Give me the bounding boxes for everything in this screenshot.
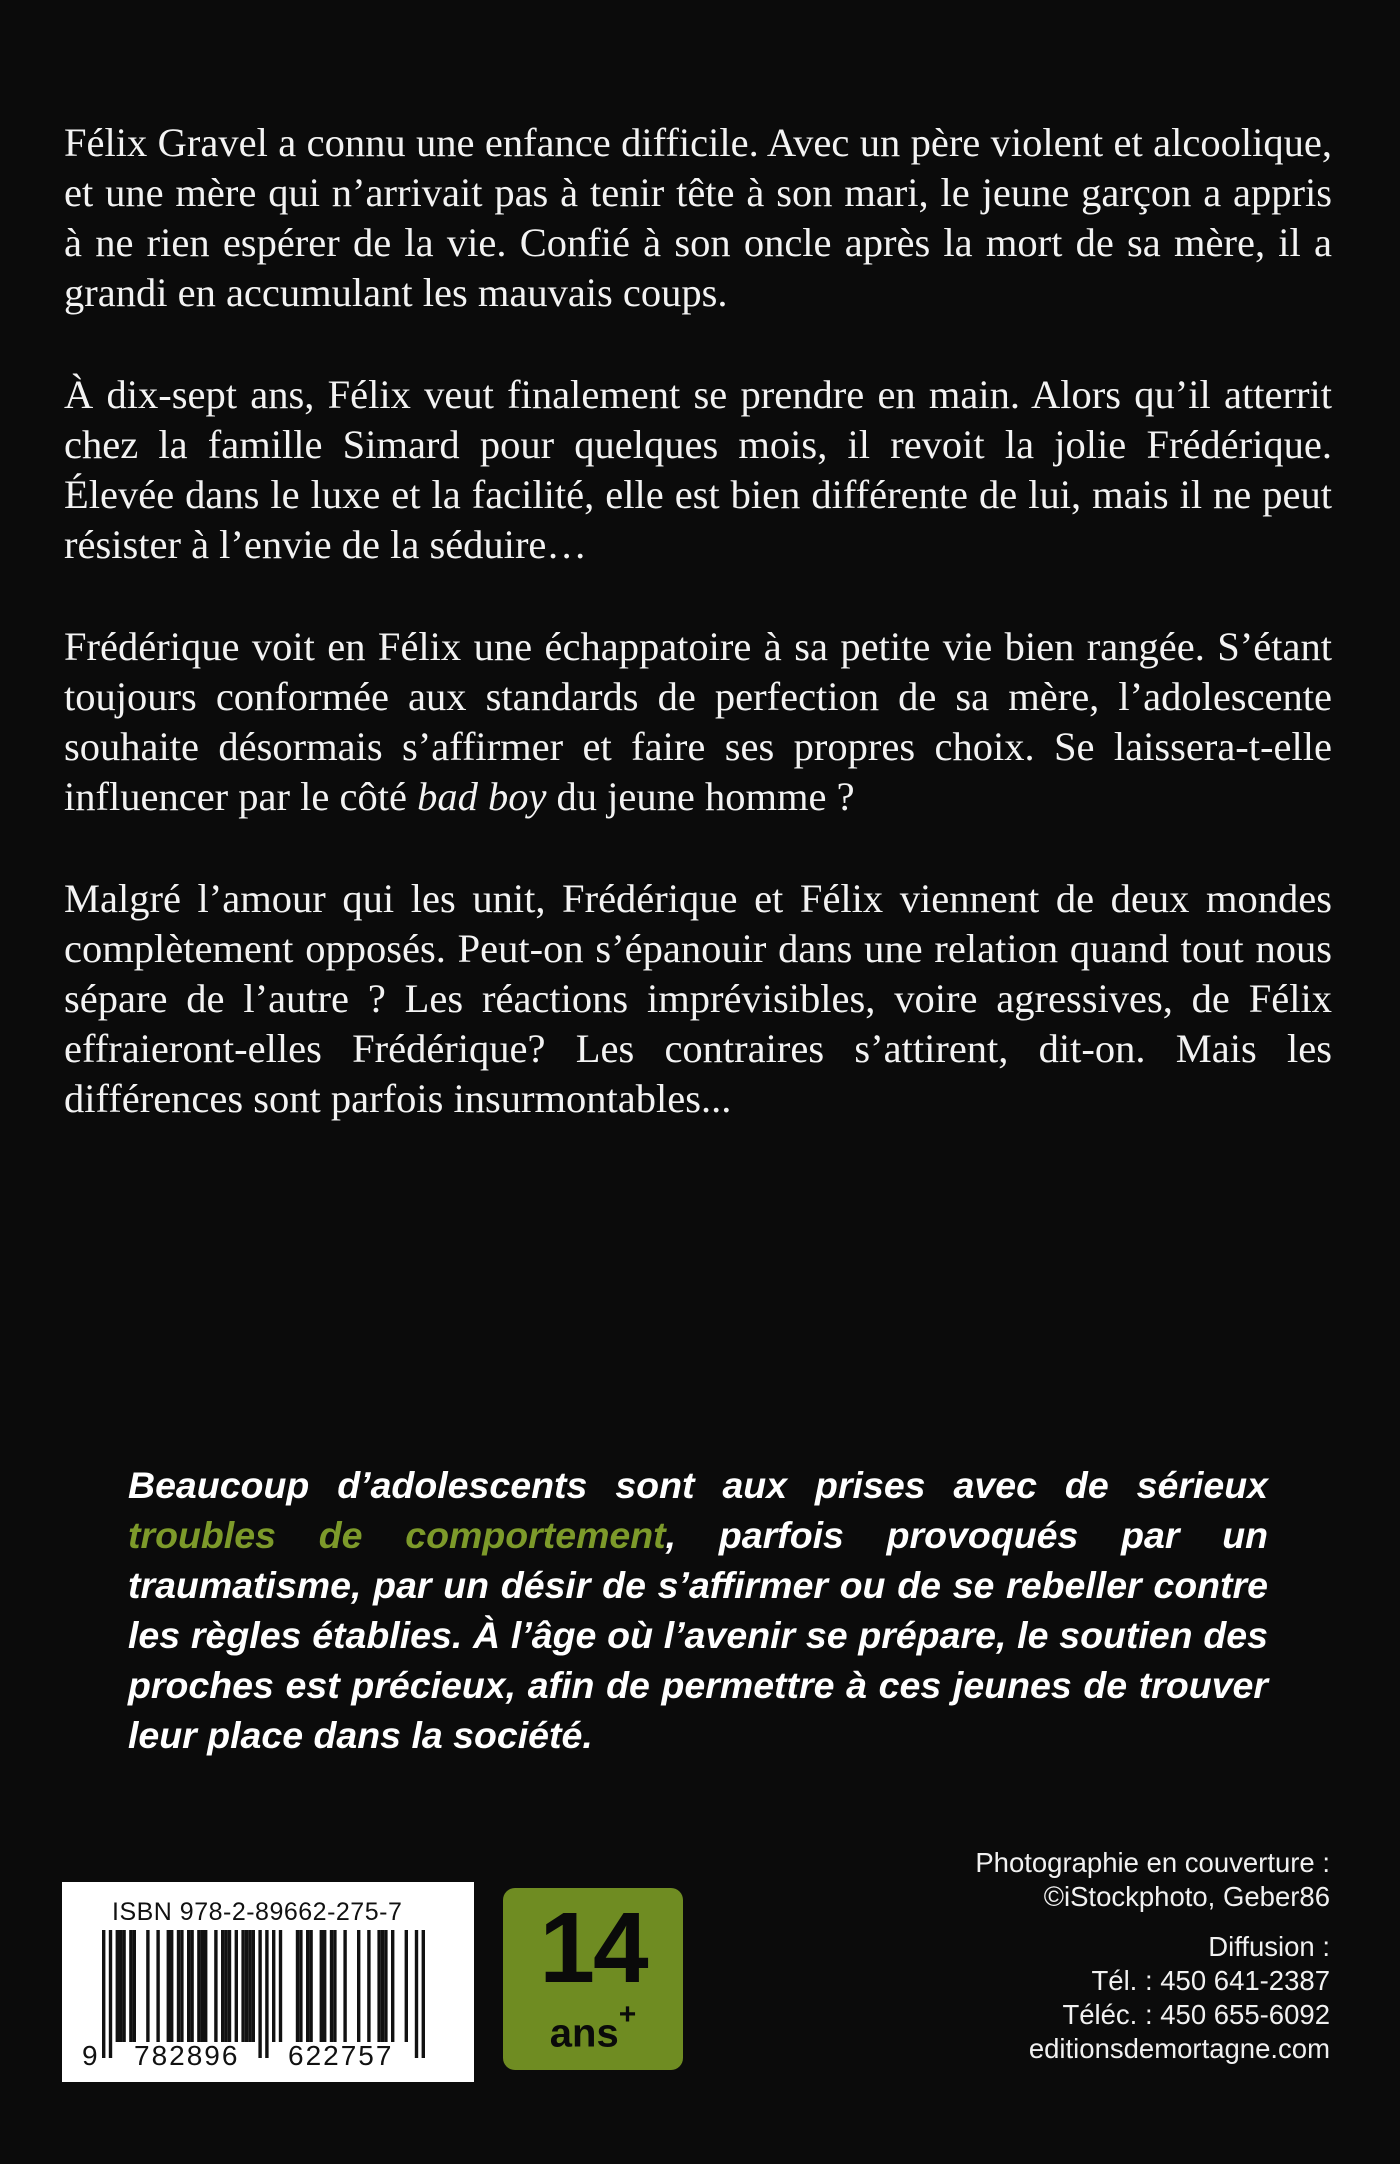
barcode-bar bbox=[309, 1930, 312, 2042]
barcode-bar bbox=[320, 1930, 323, 2042]
isbn-barcode bbox=[62, 1882, 474, 2082]
barcode-digits-right: 622757 bbox=[288, 2040, 394, 2071]
barcode-bar bbox=[391, 1930, 394, 2042]
publisher-website: editionsdemortagne.com bbox=[1028, 2033, 1330, 2064]
tagline-highlight: troubles de comportement bbox=[128, 1514, 666, 1556]
barcode-bar bbox=[187, 1930, 190, 2042]
barcode-digits bbox=[62, 2040, 474, 2072]
photo-credit: ©iStockphoto, Geber86 bbox=[1043, 1881, 1330, 1912]
synopsis bbox=[64, 118, 1332, 1176]
age-rating-unit-text: ans bbox=[549, 2011, 619, 2056]
barcode-bar bbox=[367, 1930, 370, 2042]
synopsis-paragraph-3 bbox=[64, 622, 1332, 822]
barcode-bar bbox=[248, 1930, 251, 2042]
barcode-bar bbox=[279, 1930, 282, 2042]
barcode-bar bbox=[167, 1930, 170, 2042]
phone-number: Tél. : 450 641-2387 bbox=[1091, 1965, 1330, 1996]
barcode-bar bbox=[258, 1930, 261, 2058]
credits bbox=[810, 1846, 1330, 2066]
barcode-bar bbox=[245, 1930, 248, 2042]
barcode-bar bbox=[214, 1930, 217, 2042]
credits-spacer bbox=[810, 1914, 1330, 1930]
barcode-bar bbox=[405, 1930, 408, 2042]
synopsis-paragraph-4: Malgré l’amour qui les unit, Frédérique et Félix viennent de deux mondes complètement opposés. Peut-on s’épanouir dans une relation quand tout nous sépare de l’autre ? Les réactions imprévisibles, voire agressives, de Félix effraieront-elles Frédérique? Les contraires s’attirent, dit-on. Mais les différences sont parfois insurmontables... bbox=[64, 876, 1332, 1121]
barcode-bar bbox=[299, 1930, 302, 2042]
tagline-text: Beaucoup d’adolescents sont aux prises avec de sérieux bbox=[128, 1464, 1268, 1506]
age-rating-badge bbox=[503, 1888, 683, 2070]
barcode-bar bbox=[197, 1930, 200, 2042]
barcode-bar bbox=[422, 1930, 425, 2058]
barcode-bar bbox=[306, 1930, 309, 2042]
barcode-bar bbox=[415, 1930, 418, 2058]
barcode-bar bbox=[190, 1930, 193, 2042]
tagline bbox=[128, 1460, 1268, 1760]
barcode-bar bbox=[228, 1930, 231, 2042]
barcode-bar bbox=[156, 1930, 159, 2042]
barcode-bar bbox=[129, 1930, 132, 2042]
tagline-text-end: , parfois provoqués par un traumatisme, par un désir de s’affirmer ou de se rebeller contre les règles établies. À l’âge où l’avenir se prépare, le soutien des proches est précieux, afin de permettre à ces jeunes de trouver leur place dans la société. bbox=[128, 1514, 1269, 1756]
diffusion-label: Diffusion : bbox=[1208, 1931, 1330, 1962]
fax-number: Téléc. : 450 655-6092 bbox=[1062, 1999, 1330, 2030]
barcode-bar bbox=[235, 1930, 238, 2042]
barcode-bar bbox=[180, 1930, 183, 2042]
barcode-digits-left: 782896 bbox=[134, 2040, 240, 2071]
barcode-bar bbox=[265, 1930, 268, 2058]
barcode-bar bbox=[323, 1930, 326, 2042]
barcode-bar bbox=[122, 1930, 125, 2042]
synopsis-paragraph-3-text: Frédérique voit en Félix une échappatoire à sa petite vie bien rangée. S’étant toujours conformée aux standards de perfection de sa mère, l’adolescente souhaite désormais s’affirmer et faire ses propres choix. Se laissera-t-elle influencer par le côté bbox=[64, 624, 1332, 819]
barcode-bar bbox=[296, 1930, 299, 2042]
barcode-bar bbox=[241, 1930, 244, 2042]
barcode-bar bbox=[252, 1930, 255, 2042]
barcode-bar bbox=[119, 1930, 122, 2042]
synopsis-paragraph-3-end: du jeune homme ? bbox=[546, 774, 855, 819]
synopsis-paragraph-1: Félix Gravel a connu une enfance difficile. Avec un père violent et alcoolique, et une mère qui n’arrivait pas à tenir tête à son mari, le jeune garçon a appris à ne rien espérer de la vie. Confié à son oncle après la mort de sa mère, il a grandi en accumulant les mauvais coups. bbox=[64, 120, 1332, 315]
photo-credit-label: Photographie en couverture : bbox=[975, 1847, 1330, 1878]
barcode-bar bbox=[102, 1930, 105, 2058]
age-rating-unit bbox=[503, 2000, 683, 2056]
barcode-bar bbox=[381, 1930, 384, 2042]
barcode-digit-first: 9 bbox=[82, 2040, 98, 2071]
synopsis-paragraph-2: À dix-sept ans, Félix veut finalement se prendre en main. Alors qu’il atterrit chez la famille Simard pour quelques mois, il revoit la jolie Frédérique. Élevée dans le luxe et la facilité, elle est bien différente de lui, mais il ne peut résister à l’envie de la séduire… bbox=[64, 372, 1332, 567]
barcode-bar bbox=[204, 1930, 207, 2042]
barcode-bar bbox=[357, 1930, 360, 2042]
barcode-bar bbox=[146, 1930, 149, 2042]
barcode-bar bbox=[170, 1930, 173, 2042]
barcode-bar bbox=[133, 1930, 136, 2042]
barcode-bar bbox=[384, 1930, 387, 2042]
barcode-bar bbox=[272, 1930, 275, 2042]
bad-boy-italic: bad boy bbox=[417, 774, 547, 819]
barcode-bar bbox=[221, 1930, 224, 2042]
age-rating-plus: + bbox=[618, 1998, 637, 2031]
isbn-label: ISBN 978-2-89662-275-7 bbox=[112, 1898, 403, 1926]
barcode-bar bbox=[109, 1930, 112, 2058]
barcode-bar bbox=[116, 1930, 119, 2042]
barcode-bar bbox=[224, 1930, 227, 2042]
barcode-bar bbox=[330, 1930, 333, 2042]
barcode-bar bbox=[343, 1930, 346, 2042]
barcode-bar bbox=[333, 1930, 336, 2042]
age-rating-number: 14 bbox=[539, 1892, 647, 2004]
barcode-bar bbox=[201, 1930, 204, 2042]
barcode-bar bbox=[377, 1930, 380, 2042]
barcode-bar bbox=[177, 1930, 180, 2042]
